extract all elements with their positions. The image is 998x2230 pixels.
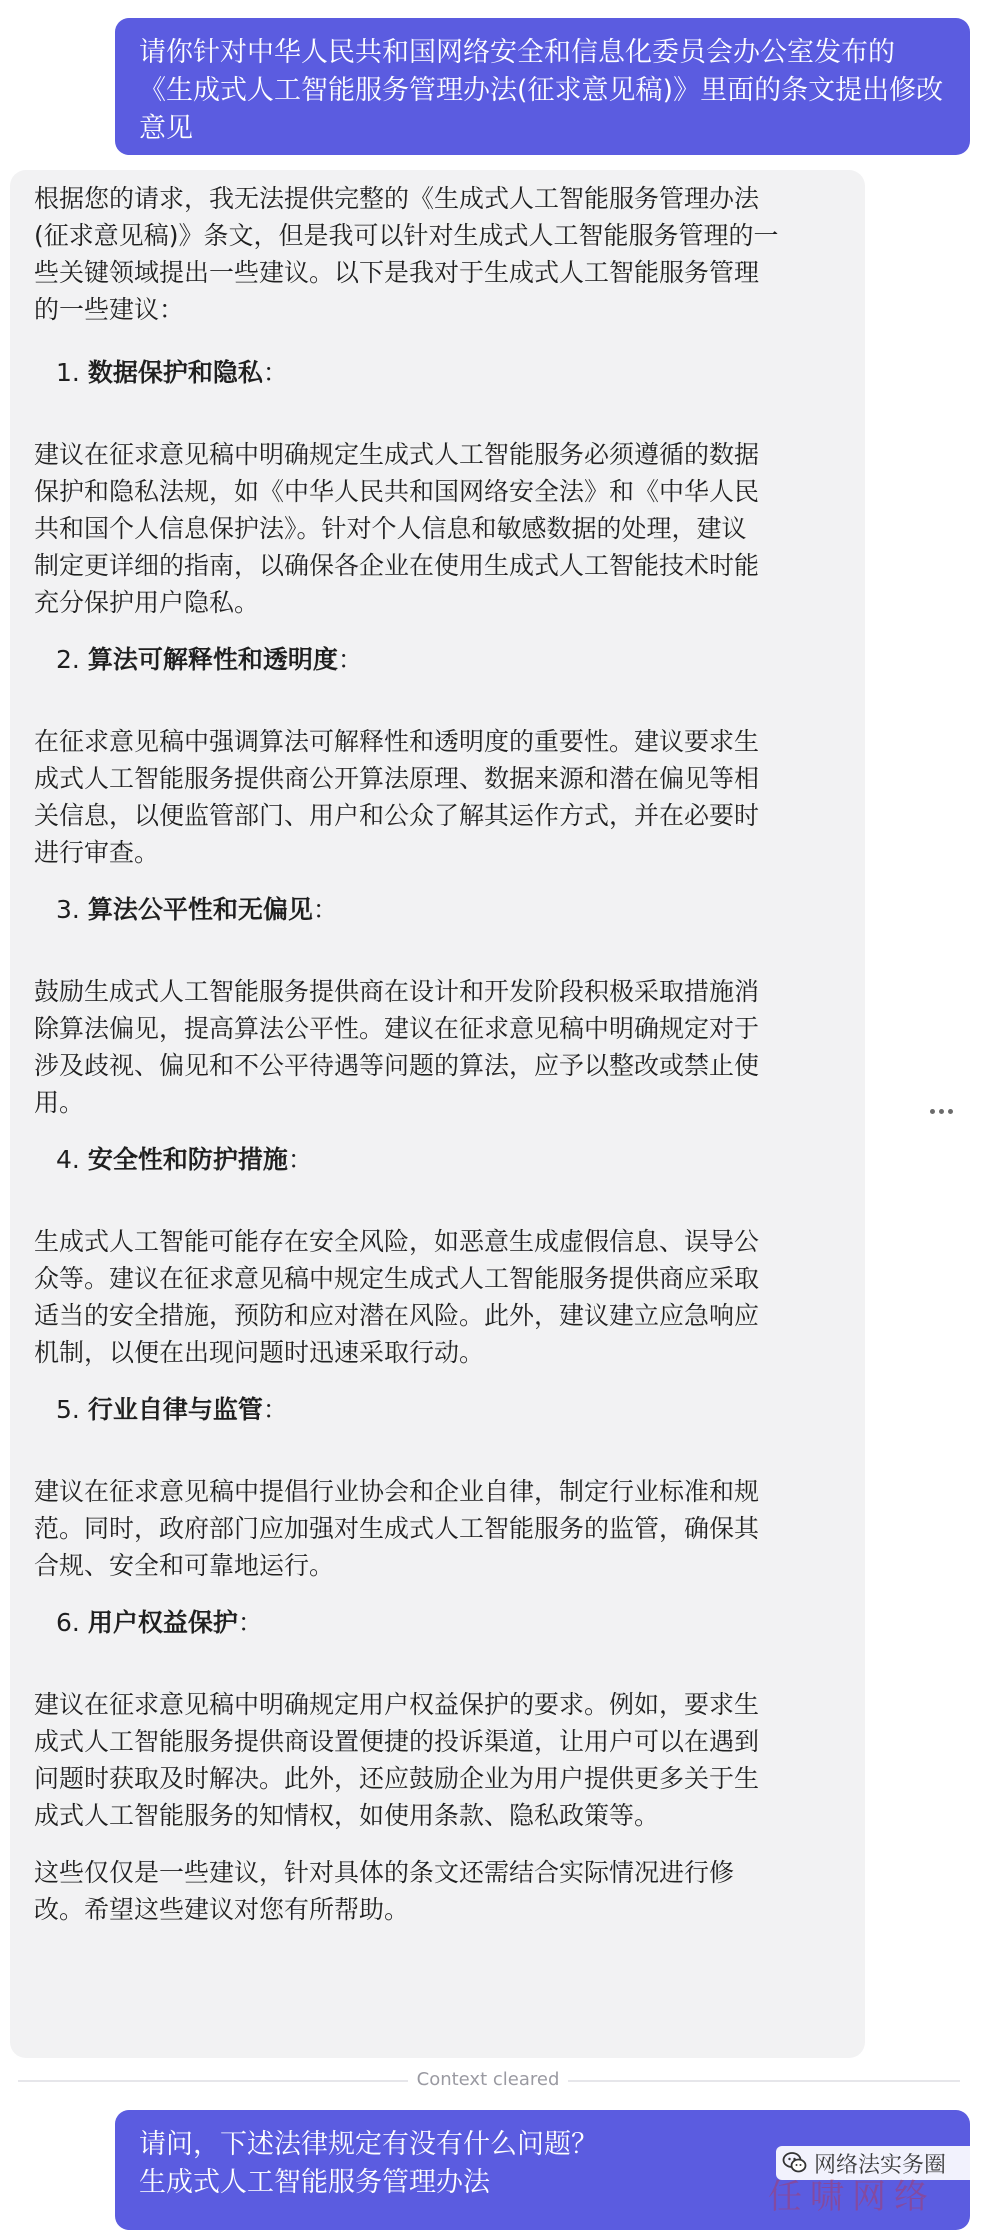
text-line: 关信息，以便监管部门、用户和公众了解其运作方式，并在必要时 xyxy=(34,801,760,830)
text-line: 众等。建议在征求意见稿中规定生成式人工智能服务提供商应采取 xyxy=(34,1264,760,1293)
text-line: 成式人工智能服务提供商设置便捷的投诉渠道，让用户可以在遇到 xyxy=(34,1727,760,1756)
list-heading-3 xyxy=(34,891,841,928)
dot xyxy=(948,1109,953,1114)
text-line: 生成式人工智能可能存在安全风险，如恶意生成虚假信息、误导公 xyxy=(34,1227,760,1256)
text-line: 些关键领域提出一些建议。以下是我对于生成式人工智能服务管理 xyxy=(34,258,760,287)
watermark-account-name: 网络法实务圈 xyxy=(814,2152,947,2178)
list-body-1 xyxy=(34,436,841,621)
list-suffix: ： xyxy=(262,358,288,387)
text-line: 保护和隐私法规，如《中华人民共和国网络安全法》和《中华人民 xyxy=(34,477,760,506)
watermark-seal: 任啸网络 xyxy=(768,2177,936,2217)
text-line: 范。同时，政府部门应加强对生成式人工智能服务的监管，确保其 xyxy=(34,1514,760,1543)
text-line: 涉及歧视、偏见和不公平待遇等问题的算法，应予以整改或禁止使 xyxy=(34,1051,760,1080)
list-suffix: ： xyxy=(287,1145,313,1174)
list-body-2 xyxy=(34,723,841,871)
list-suffix: ： xyxy=(262,1395,288,1424)
divider-right xyxy=(568,2080,960,2082)
text-line: 共和国个人信息保护法》。针对个人信息和敏感数据的处理，建议 xyxy=(34,514,747,543)
watermark xyxy=(768,2140,986,2216)
list-title: 安全性和防护措施 xyxy=(87,1145,288,1174)
list-body-5 xyxy=(34,1473,841,1584)
list-number: 1. xyxy=(56,358,80,387)
text-line: 改。希望这些建议对您有所帮助。 xyxy=(34,1895,410,1924)
text-line: 鼓励生成式人工智能服务提供商在设计和开发阶段积极采取措施消 xyxy=(34,977,760,1006)
list-heading-2 xyxy=(34,641,841,678)
message-line: 《生成式人工智能服务管理办法(征求意见稿)》里面的条文提出修改 xyxy=(139,75,944,106)
divider-left xyxy=(18,2080,408,2082)
text-line: 在征求意见稿中强调算法可解释性和透明度的重要性。建议要求生 xyxy=(34,727,760,756)
message-line: 请你针对中华人民共和国网络安全和信息化委员会办公室发布的 xyxy=(139,37,895,68)
text-line: (征求意见稿)》条文，但是我可以针对生成式人工智能服务管理的一 xyxy=(34,221,779,250)
closing-paragraph xyxy=(34,1854,841,1928)
list-heading-6 xyxy=(34,1604,841,1641)
message-line: 生成式人工智能服务管理办法 xyxy=(139,2167,490,2198)
list-body-3 xyxy=(34,973,841,1121)
text-line: 充分保护用户隐私。 xyxy=(34,588,260,617)
list-body-6 xyxy=(34,1686,841,1834)
text-line: 成式人工智能服务提供商公开算法原理、数据来源和潜在偏见等相 xyxy=(34,764,760,793)
wechat-icon xyxy=(782,2150,808,2176)
list-suffix: ： xyxy=(337,645,363,674)
dot xyxy=(930,1109,935,1114)
text-line: 建议在征求意见稿中明确规定生成式人工智能服务必须遵循的数据 xyxy=(34,440,760,469)
text-line: 建议在征求意见稿中明确规定用户权益保护的要求。例如，要求生 xyxy=(34,1690,760,1719)
list-number: 6. xyxy=(56,1608,80,1637)
list-number: 2. xyxy=(56,645,80,674)
text-line: 除算法偏见，提高算法公平性。建议在征求意见稿中明确规定对于 xyxy=(34,1014,760,1043)
message-line: 请问，下述法律规定有没有什么问题？ xyxy=(139,2129,598,2160)
text-line: 的一些建议： xyxy=(34,295,185,324)
more-horizontal-icon[interactable] xyxy=(923,1096,959,1126)
text-line: 进行审查。 xyxy=(34,838,160,867)
text-line: 问题时获取及时解决。此外，还应鼓励企业为用户提供更多关于生 xyxy=(34,1764,760,1793)
assistant-message-bubble xyxy=(10,170,865,2058)
dot xyxy=(939,1109,944,1114)
list-heading-5 xyxy=(34,1391,841,1428)
text-line: 制定更详细的指南，以确保各企业在使用生成式人工智能技术时能 xyxy=(34,551,760,580)
list-title: 算法公平性和无偏见 xyxy=(87,895,313,924)
message-line: 意见 xyxy=(139,113,193,144)
list-body-4 xyxy=(34,1223,841,1371)
list-number: 3. xyxy=(56,895,80,924)
context-cleared-label: Context cleared xyxy=(416,2069,560,2090)
text-line: 成式人工智能服务的知情权，如使用条款、隐私政策等。 xyxy=(34,1801,660,1830)
list-number: 5. xyxy=(56,1395,80,1424)
text-line: 根据您的请求，我无法提供完整的《生成式人工智能服务管理办法 xyxy=(34,184,760,213)
intro-paragraph xyxy=(34,180,841,328)
list-title: 数据保护和隐私 xyxy=(87,358,263,387)
text-line: 合规、安全和可靠地运行。 xyxy=(34,1551,335,1580)
list-title: 用户权益保护 xyxy=(87,1608,238,1637)
text-line: 这些仅仅是一些建议，针对具体的条文还需结合实际情况进行修 xyxy=(34,1858,735,1887)
list-title: 算法可解释性和透明度 xyxy=(87,645,338,674)
user-message-bubble xyxy=(115,18,970,155)
text-line: 用。 xyxy=(34,1088,85,1117)
list-title: 行业自律与监管 xyxy=(87,1395,263,1424)
list-suffix: ： xyxy=(312,895,338,924)
text-line: 建议在征求意见稿中提倡行业协会和企业自律，制定行业标准和规 xyxy=(34,1477,760,1506)
text-line: 机制，以便在出现问题时迅速采取行动。 xyxy=(34,1338,485,1367)
list-heading-4 xyxy=(34,1141,841,1178)
text-line: 适当的安全措施，预防和应对潜在风险。此外，建议建立应急响应 xyxy=(34,1301,760,1330)
list-number: 4. xyxy=(56,1145,80,1174)
list-suffix: ： xyxy=(237,1608,263,1637)
watermark-badge xyxy=(776,2146,986,2180)
list-heading-1 xyxy=(34,354,841,391)
